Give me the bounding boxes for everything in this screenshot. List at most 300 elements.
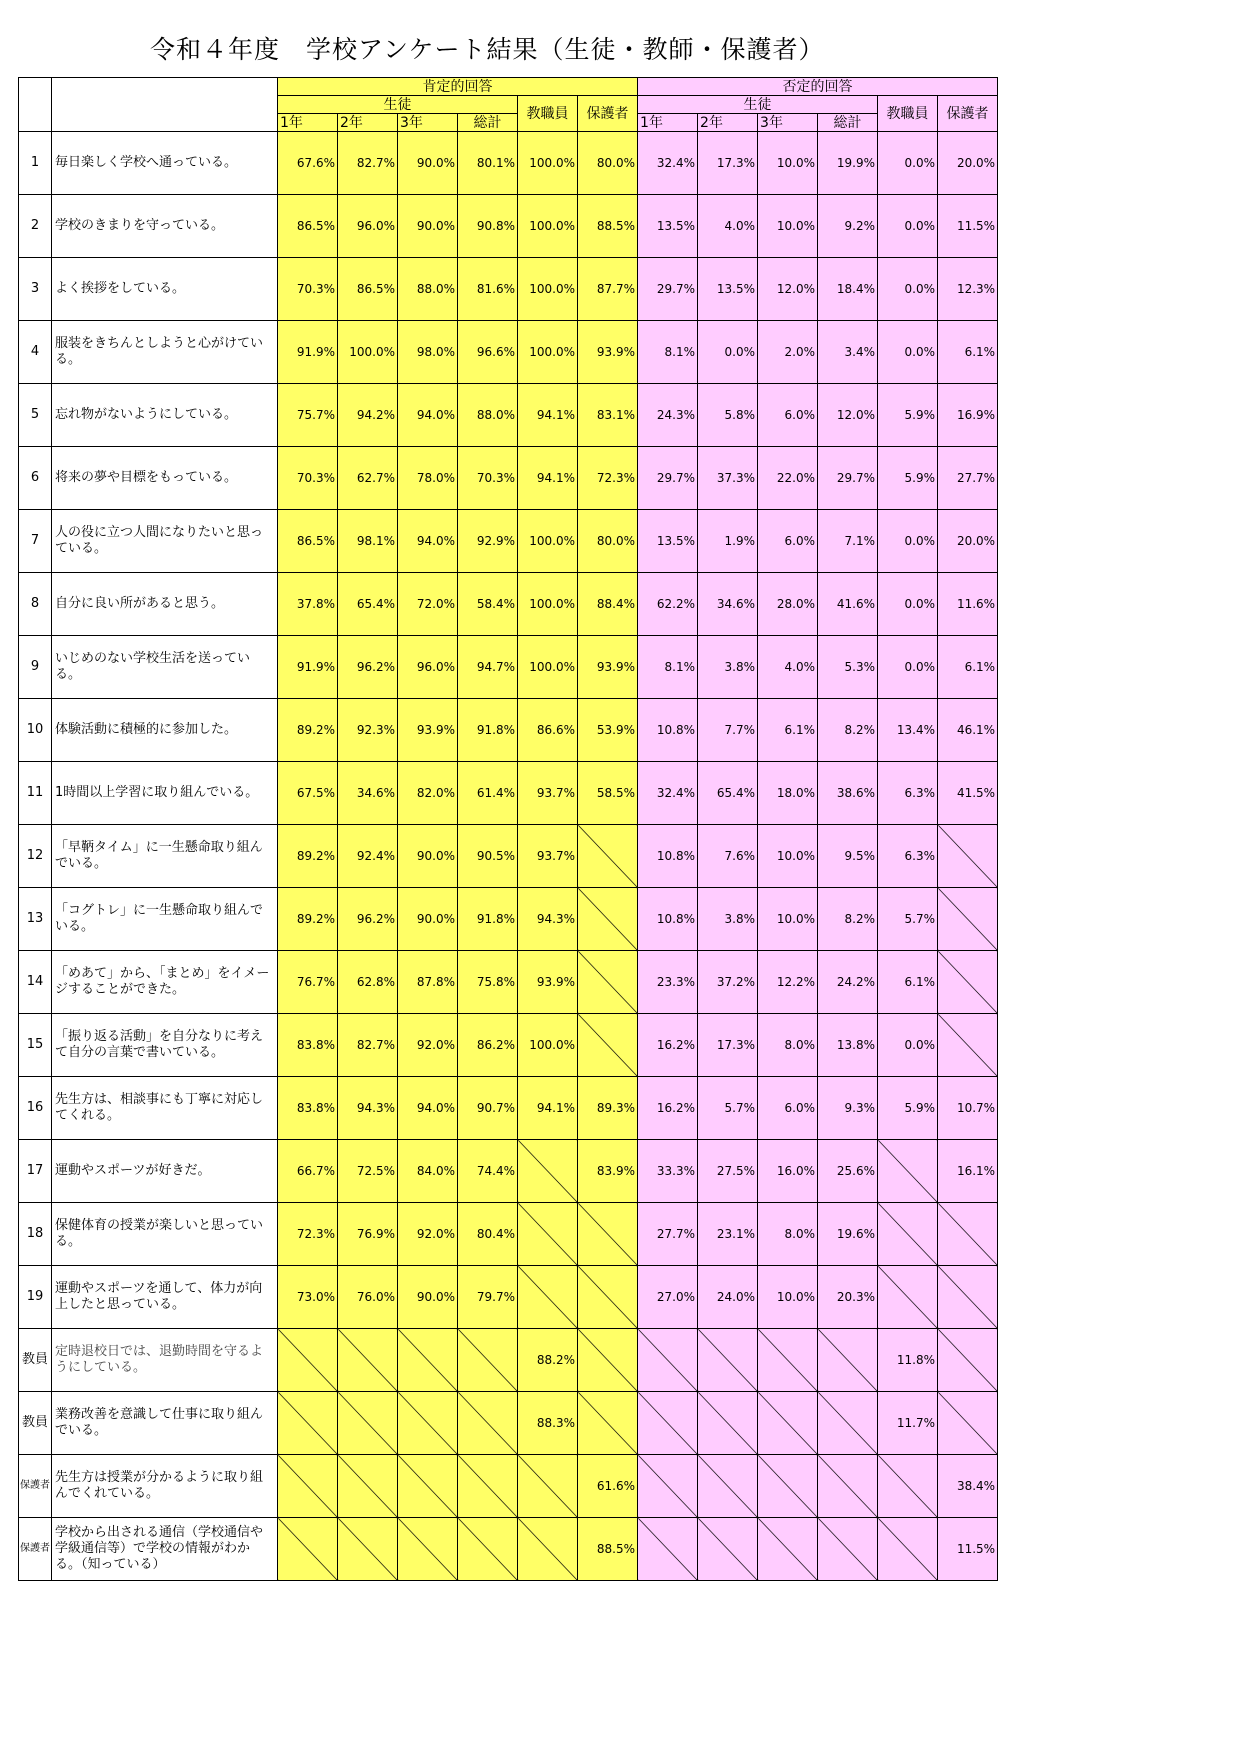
positive-grade3-cell: 90.0%	[398, 825, 458, 888]
question-number: 4	[19, 321, 52, 384]
table-row	[19, 1140, 998, 1203]
question-number: 2	[19, 195, 52, 258]
negative-grade2-cell: 23.1%	[698, 1203, 758, 1266]
table-row	[19, 1077, 998, 1140]
positive-grade3-cell: 90.0%	[398, 132, 458, 195]
positive-grade1-cell	[278, 1392, 338, 1455]
negative-grade3-cell	[758, 1392, 818, 1455]
positive-grade3-cell: 92.0%	[398, 1014, 458, 1077]
negative-grade1-cell: 13.5%	[638, 195, 698, 258]
header-blank-question	[52, 78, 278, 132]
negative-teachers-cell: 5.7%	[878, 888, 938, 951]
negative-grade1-cell	[638, 1455, 698, 1518]
positive-grade1-cell: 91.9%	[278, 321, 338, 384]
positive-grade1-cell: 72.3%	[278, 1203, 338, 1266]
positive-grade3-cell: 84.0%	[398, 1140, 458, 1203]
positive-total-cell: 61.4%	[458, 762, 518, 825]
positive-teachers-cell: 100.0%	[518, 132, 578, 195]
positive-grade2-cell	[338, 1518, 398, 1581]
negative-parents-header: 保護者	[938, 96, 998, 132]
negative-parents-cell: 20.0%	[938, 132, 998, 195]
positive-parents-cell	[578, 1392, 638, 1455]
negative-total-cell	[818, 1392, 878, 1455]
negative-parents-cell: 6.1%	[938, 321, 998, 384]
positive-total-cell	[458, 1518, 518, 1581]
negative-parents-cell	[938, 825, 998, 888]
table-row	[19, 1392, 998, 1455]
negative-grade1-cell: 24.3%	[638, 384, 698, 447]
negative-grade3-cell: 6.1%	[758, 699, 818, 762]
table-row	[19, 1329, 998, 1392]
positive-total-cell	[458, 1329, 518, 1392]
negative-grade1-cell: 23.3%	[638, 951, 698, 1014]
negative-total-cell: 9.2%	[818, 195, 878, 258]
survey-results-table	[18, 77, 998, 1581]
positive-teachers-cell: 100.0%	[518, 573, 578, 636]
positive-grade1-cell: 89.2%	[278, 825, 338, 888]
positive-grade1-cell: 67.5%	[278, 762, 338, 825]
positive-grade3-cell: 72.0%	[398, 573, 458, 636]
negative-teachers-cell: 6.3%	[878, 825, 938, 888]
header-row-1	[19, 78, 998, 96]
negative-grade2-cell: 3.8%	[698, 888, 758, 951]
negative-teachers-cell: 5.9%	[878, 447, 938, 510]
positive-grade1-cell: 83.8%	[278, 1077, 338, 1140]
question-text: 先生方は授業が分かるように取り組んでくれている。	[52, 1455, 278, 1518]
positive-teachers-header: 教職員	[518, 96, 578, 132]
negative-total-cell: 29.7%	[818, 447, 878, 510]
negative-grade1-cell: 8.1%	[638, 321, 698, 384]
question-number: 14	[19, 951, 52, 1014]
negative-grade2-cell: 4.0%	[698, 195, 758, 258]
negative-grade2-cell	[698, 1518, 758, 1581]
table-row	[19, 699, 998, 762]
positive-grade3-cell: 88.0%	[398, 258, 458, 321]
negative-teachers-cell: 5.9%	[878, 384, 938, 447]
negative-grade1-cell: 10.8%	[638, 825, 698, 888]
table-row	[19, 195, 998, 258]
negative-grade3-cell: 8.0%	[758, 1203, 818, 1266]
table-row	[19, 321, 998, 384]
negative-parents-cell: 11.6%	[938, 573, 998, 636]
question-number: 6	[19, 447, 52, 510]
positive-teachers-cell: 93.7%	[518, 762, 578, 825]
negative-teachers-header: 教職員	[878, 96, 938, 132]
positive-parents-cell: 93.9%	[578, 636, 638, 699]
positive-total-cell	[458, 1392, 518, 1455]
positive-grade3-cell	[398, 1329, 458, 1392]
positive-total-cell: 91.8%	[458, 699, 518, 762]
positive-teachers-cell: 94.1%	[518, 1077, 578, 1140]
table-row	[19, 888, 998, 951]
negative-parents-cell: 27.7%	[938, 447, 998, 510]
negative-total-header: 総計	[818, 114, 878, 132]
positive-total-cell: 74.4%	[458, 1140, 518, 1203]
negative-grade2-cell: 3.8%	[698, 636, 758, 699]
positive-total-cell: 70.3%	[458, 447, 518, 510]
negative-grade3-cell: 6.0%	[758, 384, 818, 447]
positive-teachers-cell: 100.0%	[518, 321, 578, 384]
question-number: 保護者	[19, 1518, 52, 1581]
positive-grade1-cell: 83.8%	[278, 1014, 338, 1077]
positive-parents-cell	[578, 1203, 638, 1266]
positive-grade2-cell: 96.2%	[338, 888, 398, 951]
negative-total-cell: 38.6%	[818, 762, 878, 825]
negative-teachers-cell: 6.3%	[878, 762, 938, 825]
positive-parents-cell: 53.9%	[578, 699, 638, 762]
positive-grade2-cell: 62.8%	[338, 951, 398, 1014]
positive-grade2-cell: 82.7%	[338, 1014, 398, 1077]
table-row	[19, 447, 998, 510]
negative-grade2-cell: 5.8%	[698, 384, 758, 447]
positive-parents-cell	[578, 1266, 638, 1329]
negative-total-cell: 5.3%	[818, 636, 878, 699]
negative-grade2-cell: 34.6%	[698, 573, 758, 636]
question-number: 17	[19, 1140, 52, 1203]
positive-parents-cell	[578, 1014, 638, 1077]
positive-teachers-cell: 100.0%	[518, 636, 578, 699]
positive-total-cell: 94.7%	[458, 636, 518, 699]
question-text: 「コグトレ」に一生懸命取り組んでいる。	[52, 888, 278, 951]
positive-total-cell: 91.8%	[458, 888, 518, 951]
negative-grade3-cell: 10.0%	[758, 195, 818, 258]
negative-grade3-cell: 12.0%	[758, 258, 818, 321]
negative-grade2-cell: 37.2%	[698, 951, 758, 1014]
positive-total-cell: 80.1%	[458, 132, 518, 195]
negative-grade1-cell: 16.2%	[638, 1014, 698, 1077]
positive-grade1-cell: 70.3%	[278, 447, 338, 510]
positive-teachers-cell: 94.1%	[518, 384, 578, 447]
table-row	[19, 636, 998, 699]
positive-parents-cell: 83.1%	[578, 384, 638, 447]
positive-parents-cell: 88.4%	[578, 573, 638, 636]
negative-total-cell: 12.0%	[818, 384, 878, 447]
negative-grade3-cell: 4.0%	[758, 636, 818, 699]
negative-grade2-cell: 7.7%	[698, 699, 758, 762]
negative-grade3-header: 3年	[758, 114, 818, 132]
question-number: 19	[19, 1266, 52, 1329]
negative-teachers-cell	[878, 1518, 938, 1581]
negative-teachers-cell: 0.0%	[878, 132, 938, 195]
negative-teachers-cell: 6.1%	[878, 951, 938, 1014]
negative-grade3-cell: 22.0%	[758, 447, 818, 510]
positive-grade1-cell: 76.7%	[278, 951, 338, 1014]
positive-teachers-cell: 100.0%	[518, 510, 578, 573]
positive-teachers-cell: 100.0%	[518, 195, 578, 258]
negative-total-cell: 8.2%	[818, 888, 878, 951]
positive-grade2-cell: 65.4%	[338, 573, 398, 636]
table-row	[19, 762, 998, 825]
positive-grade3-cell: 90.0%	[398, 1266, 458, 1329]
negative-grade1-cell: 13.5%	[638, 510, 698, 573]
positive-grade1-cell: 67.6%	[278, 132, 338, 195]
question-text: 運動やスポーツが好きだ。	[52, 1140, 278, 1203]
positive-teachers-cell	[518, 1140, 578, 1203]
page-title: 令和４年度 学校アンケート結果（生徒・教師・保護者）	[150, 35, 825, 64]
positive-teachers-cell: 88.2%	[518, 1329, 578, 1392]
negative-grade2-header: 2年	[698, 114, 758, 132]
negative-total-cell: 9.5%	[818, 825, 878, 888]
positive-parents-cell	[578, 951, 638, 1014]
negative-grade1-cell: 29.7%	[638, 447, 698, 510]
positive-teachers-cell	[518, 1455, 578, 1518]
negative-grade3-cell: 10.0%	[758, 132, 818, 195]
negative-grade1-cell: 32.4%	[638, 132, 698, 195]
negative-total-cell	[818, 1329, 878, 1392]
negative-teachers-cell	[878, 1455, 938, 1518]
positive-parents-header: 保護者	[578, 96, 638, 132]
positive-grade2-cell: 82.7%	[338, 132, 398, 195]
positive-total-cell: 80.4%	[458, 1203, 518, 1266]
question-text: 1時間以上学習に取り組んでいる。	[52, 762, 278, 825]
question-number: 7	[19, 510, 52, 573]
positive-grade1-cell: 86.5%	[278, 510, 338, 573]
negative-grade2-cell: 1.9%	[698, 510, 758, 573]
negative-grade2-cell	[698, 1392, 758, 1455]
positive-parents-cell	[578, 888, 638, 951]
positive-grade2-cell: 72.5%	[338, 1140, 398, 1203]
question-number: 10	[19, 699, 52, 762]
question-text: 「早鞆タイム」に一生懸命取り組んでいる。	[52, 825, 278, 888]
question-number: 教員	[19, 1392, 52, 1455]
table-row	[19, 510, 998, 573]
negative-grade1-cell: 10.8%	[638, 699, 698, 762]
negative-grade2-cell: 13.5%	[698, 258, 758, 321]
negative-parents-cell: 20.0%	[938, 510, 998, 573]
negative-teachers-cell: 5.9%	[878, 1077, 938, 1140]
positive-grade3-cell: 87.8%	[398, 951, 458, 1014]
negative-parents-cell	[938, 1329, 998, 1392]
question-number: 15	[19, 1014, 52, 1077]
negative-grade1-cell	[638, 1518, 698, 1581]
positive-grade2-cell: 94.2%	[338, 384, 398, 447]
positive-parents-cell: 80.0%	[578, 132, 638, 195]
negative-teachers-cell: 11.7%	[878, 1392, 938, 1455]
negative-grade2-cell: 17.3%	[698, 1014, 758, 1077]
negative-grade3-cell	[758, 1329, 818, 1392]
negative-total-cell: 3.4%	[818, 321, 878, 384]
positive-total-cell: 90.8%	[458, 195, 518, 258]
negative-grade3-cell: 10.0%	[758, 825, 818, 888]
negative-total-cell	[818, 1518, 878, 1581]
table-row	[19, 132, 998, 195]
negative-total-cell: 9.3%	[818, 1077, 878, 1140]
negative-grade2-cell: 17.3%	[698, 132, 758, 195]
negative-grade1-cell: 27.0%	[638, 1266, 698, 1329]
negative-grade1-cell	[638, 1329, 698, 1392]
negative-teachers-cell: 0.0%	[878, 195, 938, 258]
negative-grade1-cell: 29.7%	[638, 258, 698, 321]
question-number: 16	[19, 1077, 52, 1140]
positive-grade2-cell: 62.7%	[338, 447, 398, 510]
question-text: 「振り返る活動」を自分なりに考えて自分の言葉で書いている。	[52, 1014, 278, 1077]
table-row	[19, 825, 998, 888]
question-number: 保護者	[19, 1455, 52, 1518]
positive-total-cell: 90.5%	[458, 825, 518, 888]
positive-grade2-cell: 92.3%	[338, 699, 398, 762]
negative-grade3-cell: 8.0%	[758, 1014, 818, 1077]
question-text: 定時退校日では、退勤時間を守るようにしている。	[52, 1329, 278, 1392]
positive-teachers-cell: 94.1%	[518, 447, 578, 510]
positive-grade1-cell	[278, 1518, 338, 1581]
negative-grade3-cell: 6.0%	[758, 1077, 818, 1140]
negative-grade1-cell: 27.7%	[638, 1203, 698, 1266]
positive-grade1-cell	[278, 1329, 338, 1392]
positive-grade1-cell: 89.2%	[278, 699, 338, 762]
positive-header: 肯定的回答	[278, 78, 638, 96]
question-number: 12	[19, 825, 52, 888]
positive-grade3-header: 3年	[398, 114, 458, 132]
negative-total-cell: 41.6%	[818, 573, 878, 636]
table-row	[19, 258, 998, 321]
negative-parents-cell	[938, 1203, 998, 1266]
positive-grade2-cell	[338, 1392, 398, 1455]
negative-grade1-cell: 10.8%	[638, 888, 698, 951]
negative-parents-cell	[938, 1266, 998, 1329]
positive-total-cell: 90.7%	[458, 1077, 518, 1140]
positive-grade3-cell: 94.0%	[398, 1077, 458, 1140]
positive-teachers-cell: 94.3%	[518, 888, 578, 951]
negative-grade2-cell: 0.0%	[698, 321, 758, 384]
negative-grade3-cell: 18.0%	[758, 762, 818, 825]
positive-grade2-cell	[338, 1455, 398, 1518]
question-text: 運動やスポーツを通して、体力が向上したと思っている。	[52, 1266, 278, 1329]
positive-grade3-cell	[398, 1455, 458, 1518]
question-text: 先生方は、相談事にも丁寧に対応してくれる。	[52, 1077, 278, 1140]
negative-grade1-cell: 33.3%	[638, 1140, 698, 1203]
positive-parents-cell: 58.5%	[578, 762, 638, 825]
negative-teachers-cell: 0.0%	[878, 636, 938, 699]
negative-parents-cell: 10.7%	[938, 1077, 998, 1140]
positive-grade2-cell: 98.1%	[338, 510, 398, 573]
negative-parents-cell: 16.9%	[938, 384, 998, 447]
positive-parents-cell	[578, 1329, 638, 1392]
positive-grade2-cell: 76.9%	[338, 1203, 398, 1266]
positive-teachers-cell: 93.7%	[518, 825, 578, 888]
positive-grade1-cell: 73.0%	[278, 1266, 338, 1329]
negative-total-cell: 7.1%	[818, 510, 878, 573]
positive-teachers-cell: 93.9%	[518, 951, 578, 1014]
positive-parents-cell: 72.3%	[578, 447, 638, 510]
negative-grade3-cell: 6.0%	[758, 510, 818, 573]
negative-grade1-header: 1年	[638, 114, 698, 132]
question-number: 3	[19, 258, 52, 321]
negative-grade3-cell: 10.0%	[758, 888, 818, 951]
table-row	[19, 951, 998, 1014]
positive-grade2-cell: 100.0%	[338, 321, 398, 384]
negative-total-cell: 18.4%	[818, 258, 878, 321]
negative-teachers-cell: 11.8%	[878, 1329, 938, 1392]
negative-total-cell: 8.2%	[818, 699, 878, 762]
positive-grade1-cell: 86.5%	[278, 195, 338, 258]
positive-grade3-cell	[398, 1392, 458, 1455]
positive-teachers-cell	[518, 1203, 578, 1266]
question-text: 体験活動に積極的に参加した。	[52, 699, 278, 762]
positive-total-cell: 86.2%	[458, 1014, 518, 1077]
positive-total-cell: 58.4%	[458, 573, 518, 636]
negative-total-cell	[818, 1455, 878, 1518]
positive-grade3-cell: 94.0%	[398, 510, 458, 573]
positive-grade1-cell: 37.8%	[278, 573, 338, 636]
positive-grade2-header: 2年	[338, 114, 398, 132]
question-text: 学校のきまりを守っている。	[52, 195, 278, 258]
negative-parents-cell: 12.3%	[938, 258, 998, 321]
negative-parents-cell	[938, 1014, 998, 1077]
positive-total-cell: 81.6%	[458, 258, 518, 321]
question-text: 毎日楽しく学校へ通っている。	[52, 132, 278, 195]
negative-teachers-cell: 0.0%	[878, 1014, 938, 1077]
negative-grade3-cell	[758, 1518, 818, 1581]
positive-grade3-cell: 92.0%	[398, 1203, 458, 1266]
positive-parents-cell	[578, 825, 638, 888]
positive-teachers-cell: 88.3%	[518, 1392, 578, 1455]
positive-grade2-cell: 96.0%	[338, 195, 398, 258]
positive-total-cell: 88.0%	[458, 384, 518, 447]
positive-grade2-cell: 96.2%	[338, 636, 398, 699]
question-text: 自分に良い所があると思う。	[52, 573, 278, 636]
positive-grade2-cell: 76.0%	[338, 1266, 398, 1329]
positive-grade3-cell	[398, 1518, 458, 1581]
positive-grade3-cell: 82.0%	[398, 762, 458, 825]
negative-grade1-cell: 62.2%	[638, 573, 698, 636]
positive-parents-cell: 88.5%	[578, 195, 638, 258]
question-number: 教員	[19, 1329, 52, 1392]
question-text: よく挨拶をしている。	[52, 258, 278, 321]
positive-grade1-cell: 75.7%	[278, 384, 338, 447]
positive-grade3-cell: 78.0%	[398, 447, 458, 510]
positive-grade1-cell: 89.2%	[278, 888, 338, 951]
question-text: 業務改善を意識して仕事に取り組んでいる。	[52, 1392, 278, 1455]
negative-parents-cell: 16.1%	[938, 1140, 998, 1203]
positive-teachers-cell: 100.0%	[518, 258, 578, 321]
negative-grade1-cell: 8.1%	[638, 636, 698, 699]
question-number: 8	[19, 573, 52, 636]
negative-students-header: 生徒	[638, 96, 878, 114]
table-row	[19, 1455, 998, 1518]
positive-parents-cell: 89.3%	[578, 1077, 638, 1140]
positive-grade3-cell: 98.0%	[398, 321, 458, 384]
positive-grade2-cell: 34.6%	[338, 762, 398, 825]
table-row	[19, 573, 998, 636]
table-row	[19, 1014, 998, 1077]
question-number: 13	[19, 888, 52, 951]
positive-parents-cell: 80.0%	[578, 510, 638, 573]
negative-grade3-cell: 12.2%	[758, 951, 818, 1014]
positive-grade1-cell: 70.3%	[278, 258, 338, 321]
table-row	[19, 384, 998, 447]
positive-grade3-cell: 93.9%	[398, 699, 458, 762]
positive-total-cell: 92.9%	[458, 510, 518, 573]
negative-parents-cell	[938, 1392, 998, 1455]
negative-teachers-cell: 0.0%	[878, 321, 938, 384]
negative-grade2-cell: 7.6%	[698, 825, 758, 888]
question-text: 学校から出される通信（学校通信や学級通信等）で学校の情報がわかる。（知っている）	[52, 1518, 278, 1581]
table-row	[19, 1203, 998, 1266]
negative-parents-cell: 38.4%	[938, 1455, 998, 1518]
negative-teachers-cell: 0.0%	[878, 510, 938, 573]
positive-students-header: 生徒	[278, 96, 518, 114]
negative-grade2-cell: 27.5%	[698, 1140, 758, 1203]
positive-grade1-cell: 91.9%	[278, 636, 338, 699]
positive-parents-cell: 87.7%	[578, 258, 638, 321]
question-number: 11	[19, 762, 52, 825]
question-number: 5	[19, 384, 52, 447]
negative-total-cell: 19.6%	[818, 1203, 878, 1266]
positive-total-cell: 79.7%	[458, 1266, 518, 1329]
positive-parents-cell: 61.6%	[578, 1455, 638, 1518]
question-text: 「めあて」から、「まとめ」をイメージすることができた。	[52, 951, 278, 1014]
negative-parents-cell: 11.5%	[938, 1518, 998, 1581]
